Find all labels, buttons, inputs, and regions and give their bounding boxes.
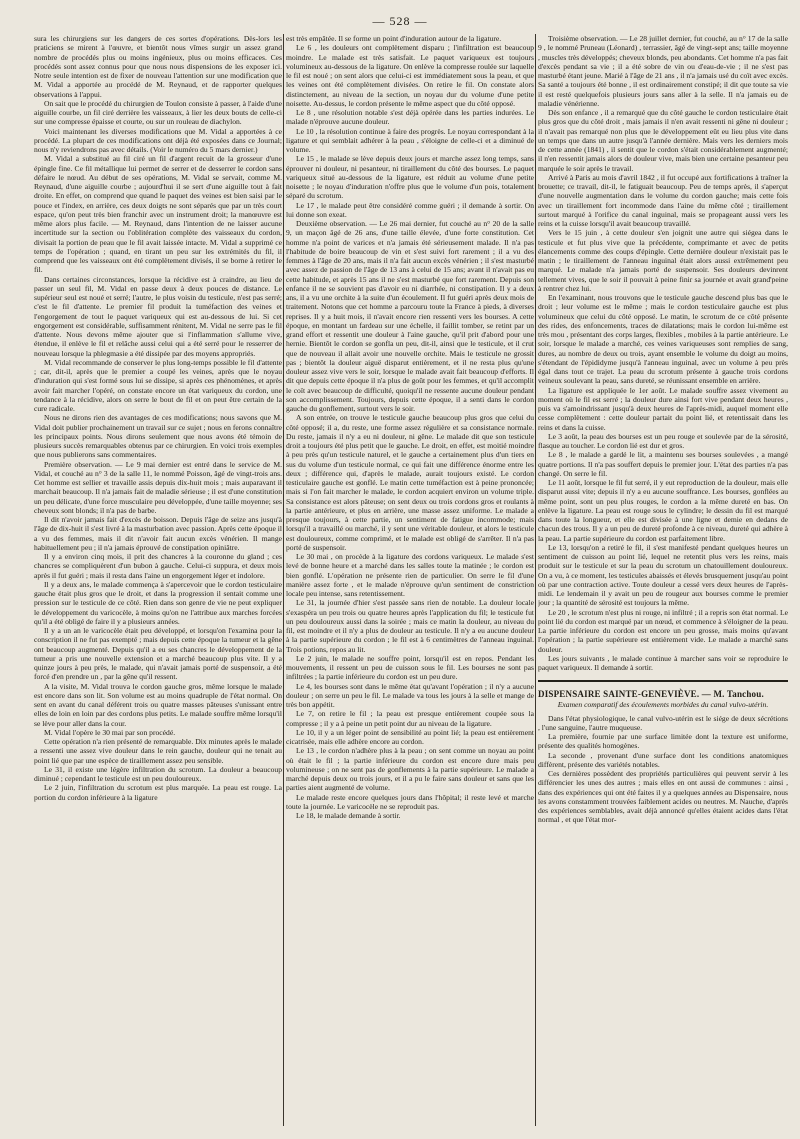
paragraph: est très empâtée. Il se forme un point d'induration autour de la ligature. [286,34,502,43]
page-number: — 528 — [372,14,428,28]
paragraph: La première, fournie par une surface limitée dont la texture est uniforme, présente des qualités homogènes. [538,732,788,751]
paragraph: Il y a environ cinq mois, il prit des chancres à la couronne du gland ; ces chancres se compliquèrent d'un bubon à gauche. Celui-ci suppura, et deux mois après il fut guéri ; mais il resta dans l'aine un engorgement léger et indolore. [34,552,282,580]
section-subtitle: Examen comparatif des écoulements morbides du canal vulvo-utérin. [557,700,769,710]
section-rule [538,680,788,682]
section-title: DISPENSAIRE SAINTE-GENEVIÈVE. — M. Tanchou. [538,689,764,700]
paragraph: Le 4, les bourses sont dans le même état qu'avant l'opération ; il n'y a aucune douleur ; on serre un peu le fil. Le malade va tous les jours à la selle et mange de très bon appétit. [286,681,534,709]
paragraph: Vers le 15 juin , à cette douleur s'en joignit une autre qui siégea dans le testicule et fut plus vive que la précédente, comprimante et avec de petits élancements comme des coups d'épingle. Cette dernière douleur n'existait pas le matin ; le tiraillement de l'anneau inguinal était alors aussi extrêmement peu marqué. Le malade n'a jamais porté de suspensoir. Ses douleurs devinrent tellement vives, que le soir il pouvait à peine finir sa journée et avait grand'peine à rentrer chez lui. [538,228,788,293]
paragraph: Voici maintenant les diverses modifications que M. Vidal a apportées à ce procédé. La plupart de ces modifications ont déjà été exposées dans ce Journal; nous n'y reviendrons pas avec détails. (Voir le numéro du 5 mars dernier.) [34,126,282,154]
paragraph: Le 13 , le cordon n'adhère plus à la peau ; on sent comme un noyau au point où était le fil ; la partie inférieure du cordon est encore dure mais peu volumineuse ; on ne sent pas de gonflements à la partie supérieure. Le malade a marché depuis deux ou trois jours, et il a pu le faire sans douleur et sans que les parties aient augmenté de volume. [286,746,534,793]
paragraph: Dans certaines circonstances, lorsque la récidive est à craindre, au lieu de passer un seul fil, M. Vidal en passe deux à deux pouces de distance. Le supérieur seul est noué et serré; l'autre, le plus voisin du testicule, n'est pas serré; c'est le fil d'attente. Le premier fil produit la tuméfaction des veines et l'engorgement de tout le paquet variqueux qui est au-dessous de lui. Si cet engorgement est considérable, suffisamment rénitent, M. Vidal ne serre pas le fil d'attente. Nous devons même ajouter que si l'inflammation s'allume vive, étendue, il enlève le fil et relâche aussi celui qui a été serré pour le resserrer de nouveau lorsque la phlegmasie a été dissipée par des moyens appropriés. [34,274,282,358]
column-1 [34,34,282,1129]
column-3-section-body [538,714,788,825]
paragraph: Ces dernières possèdent des propriétés particulières qui peuvent servir à les différencier les unes des autres ; mais elles en ont aussi de communes : ainsi , dans des expériences qui ont été faites il y a quelques années au Dispensaire, nous les avons constamment trouvées faiblement acides ou neutres. M. Nauche, d'après des expériences semblables, avait déjà annoncé qu'elles étaient acides dans l'état normal , et que l'état mor- [538,769,788,825]
paragraph: Les jours suivants , le malade continue à marcher sans voir se reproduire le paquet variqueux. Il demande à sortir. [538,653,788,672]
paragraph: Dans l'état physiologique, le canal vulvo-utérin est le siége de deux sécrétions , l'une sanguine, l'autre muqueuse. [538,713,788,732]
paragraph: Dès son enfance , il a remarqué que du côté gauche le cordon testiculaire était plus gros que du côté droit , mais jamais il n'en avait ressenti ni gêne ni douleur ; il n'avait pas remarqué non plus que le développement eût eu lieu plus vite dans un temps que dans un autre jusqu'à l'année dernière. Mais vers les derniers mois de cette année (1841) , il sentit que le cordon s'était considérablement augmenté; il n'en ressentit jamais alors de douleur vive, mais bien une certaine pesanteur peu marquée le soir après le travail. [538,108,788,173]
paragraph: Le 3 août, la peau des bourses est un peu rouge et soulevée par de la sérosité, flasque au toucher. Le cordon lié est dur et gros. [538,431,788,450]
paragraph: sura les chirurgiens sur les dangers de ces sortes d'opérations. Dès-lors les praticiens se mirent à l'œuvre, et bientôt nous vîmes surgir un assez grand nombre de procédés plus ou moins ingénieux, plus ou moins efficaces. Ces procédés sont assez connus pour que nous nous dispensions de les exposer ici. Notre seule intention est de fixer de nouveau l'attention sur une modification que M. Vidal a apportée au procédé de M. Reynaud, et de rapporter quelques observations à l'appui. [34,34,282,99]
paragraph: Le 2 juin, le malade ne souffre point, lorsqu'il est en repos. Pendant les mouvements, il ressent un peu de cuisson sous le fil. Les bourses ne sont pas infiltrées ; la partie inférieure du cordon est un peu dure. [286,653,534,682]
column-3-articles [538,34,788,672]
paragraph: Il y a deux ans, le malade commença à s'apercevoir que le cordon testiculaire gauche était plus gros que le droit, et dans la progression il sentait comme une pression sur le testicule de ce côté. Rien dans son genre de vie ne peut expliquer le développement du varicocèle, à moins qu'on ne l'attribue aux marches forcées qu'il a été obligé de faire il y a plusieurs années. [34,579,282,626]
paragraph: La seconde , provenant d'une surface dont les conditions anatomiques diffèrent, présente des variétés notables. [538,750,788,769]
column-3 [538,34,788,1129]
paragraph: Première observation. — Le 9 mai dernier est entré dans le service de M. Vidal, et couché au n° 3 de la salle 11, le nommé Poisson, âgé de vingt-trois ans. Cet homme est sellier et travaille assis depuis dix-huit mois ; mais auparavant il marchait beaucoup. Il n'a jamais fait de maladie sérieuse ; il est d'une constitution un peu délicate, d'une force musculaire peu développée, d'une taille moyenne; ses cheveux sont blonds; il n'a pas de barbe. [34,459,282,515]
paragraph: Le 8 , le malade a gardé le lit, a maintenu ses bourses soulevées , a mangé quatre portions. Il n'a pas souffert depuis le premier jour. L'état des parties n'a pas changé. On serre le fil. [538,450,788,478]
paragraph: A la visite, M. Vidal trouva le cordon gauche gros, même lorsque le malade est encore dans son lit. Son volume est au moins quadruple de l'état normal. On sent en avant du canal déférent trois ou quatre masses pâteuses s'unissant entre elles de loin en loin par des cordons plus petits. Le malade souffre même lorsqu'il se lève pour aller dans la cour. [34,681,282,728]
paragraph: A son entrée, on trouve le testicule gauche beaucoup plus gros que celui du côté opposé; il a, du reste, une forme assez régulière et sa consistance normale. Du reste, jamais il n'y a eu ni douleur, ni gêne. Le malade dit que son testicule droit a toujours été plus petit que le gauche. Le droit, en effet, est moitié moindre à peu près qu'un testicule naturel, et le gauche a certainement plus d'un tiers en sus du volume d'un testicule normal, ce qui fait une différence énorme entre les deux ; différence qui, d'après le malade, aurait toujours existé. Le cordon testiculaire gauche est gonflé. Le matin cette tuméfaction est à peine prononcée; mais si l'on fait marcher le malade, le cordon acquiert environ un volume triple. Sa consistance est alors pâteuse; on sent deux ou trois cordons gros et roulants à la partie antérieure, et plus en arrière, une masse assez uniforme. Le malade a presque toujours, à cette partie, un sentiment de fatigue incommode; mais lorsqu'il a travaillé ou marché, il y sent une véritable douleur, et alors le testicule est douloureux, comme comprimé, et le malade est obligé de s'arrêter. Il n'a pas porté de suspensoir. [286,413,534,552]
paragraph: Le 15 , le malade se lève depuis deux jours et marche assez long temps, sans éprouver ni douleur, ni pesanteur, ni tiraillement du côté des bourses. Le paquet variqueux situé au-dessous de la ligature, est réduit au volume d'une petite noisette ; le noyau d'induration n'offre plus que le volume d'un pois, totalement séparé du scrotum. [286,154,534,201]
paragraph: Le 7, on retire le fil ; la peau est presque entièrement coupée sous la compresse ; il y a à peine un petit point dur au niveau de la ligature. [286,709,534,728]
paragraph: La ligature est appliquée le 1er août. Le malade souffre assez vivement au moment où le fil est serré ; la douleur dure ainsi fort vive pendant deux heures , puis va s'amoindrissant jusqu'à deux heures de l'après-midi, auquel moment elle cesse complètement : cette douleur partait du point lié, et retentissait dans les reins et dans la cuisse. [538,385,788,432]
paragraph: Troisième observation. — Le 28 juillet dernier, fut couché, au n° 17 de la salle 9 , le nommé Pruneau (Léonard) , terrassier, âgé de vingt-sept ans; taille moyenne , muscles très développés; cheveux blonds, peu abondants. Cet homme n'a pas fait d'excès pendant sa vie ; il a été sobre de vin ou d'eau-de-vie ; il ne s'est pas masturbé étant jeune. Marié à l'âge de 21 ans , il n'a jamais usé du coït avec excès. Sa santé a toujours été bonne , il est ordinairement constipé; il dit que toute sa vie il est resté quelquefois plusieurs jours sans aller à la selle. Il n'a jamais eu de maladie vénérienne. [538,34,788,108]
paragraph: Le 30 mai , on procède à la ligature des cordons variqueux. Le malade s'est levé de bonne heure et a marché dans les salles toute la matinée ; le cordon est bien gonflé. L'opération ne présente rien de particulier. On serre le fil d'une manière assez forte , et le malade n'éprouve qu'un sentiment de constriction locale peu intense, sans retentissement. [286,552,534,598]
paragraph: Le 18, le malade demande à sortir. [296,811,401,820]
paragraph: Le 31, il existe une légère infiltration du scrotum. La douleur a beaucoup diminué ; cependant le testicule est un peu douloureux. [34,764,282,783]
paragraph: Le 10 , la résolution continue à faire des progrès. Le noyau correspondant à la ligature et qui semblait adhérer à la peau , s'éloigne de celle-ci et a diminué de volume. [286,126,534,154]
paragraph: M. Vidal a substitué au fil ciré un fil d'argent recuit de la grosseur d'une épingle fine. Ce fil métallique lui permet de serrer et de desserrer le cordon sans défaire le nœud. Au début de ses opérations, M. Vidal se servait, comme M. Reynaud, d'une aiguille courbe ; aujourd'hui il se sert d'une aiguille tout à fait droite. En effet, on comprend que quand le paquet des veines est bien saisi par le pouce et l'index, en arrière, ces deux doigts ne sont séparés que par un très court espace, qu'on peut très bien franchir avec un instrument droit; la manœuvre est même alors plus facile. — M. Reynaud, dans l'intention de ne laisser aucune incertitude sur la section ou l'oblitération complète des vaisseaux du cordon, divisait la portion de peau que le fil avait laissée intacte. M. Vidal a supprimé ce temps de l'opération ; quand, en tirant un peu sur les extrémités du fil, il comprend que les vaisseaux ont été complètement divisés, il se borne à retirer le fil. [34,154,282,275]
paragraph: Le 20 , le scrotum n'est plus ni rouge, ni infiltré ; il a repris son état normal. Le point lié du cordon est marqué par un nœud, et commence à s'éloigner de la peau. La partie inférieure du cordon est encore un peu grosse, mais moins qu'avant l'opération ; la partie supérieure est entièrement vide. Le malade a marché sans douleur. [538,607,788,654]
paragraph: Le 10, il y a un léger point de sensibilité au point lié; la peau est entièrement cicatrisée, mais elle adhère encore au cordon. [286,727,534,746]
paragraph: Le 8 , une résolution notable s'est déjà opérée dans les parties indurées. Le malade n'éprouve aucune douleur. [286,108,534,127]
column-2 [286,34,534,1129]
paragraph: Deuxième observation. — Le 26 mai dernier, fut couché au n° 20 de la salle 9, un maçon âgé de 26 ans, d'une taille élevée, d'une forte constitution. Cet homme n'a point de varices et n'a jamais été sérieusement malade. Il n'a pas l'habitude de boire beaucoup de vin et s'est suivi fort rarement ; il a vu des femmes à l'âge de 20 ans, mais il n'a fait aucun excès vénérien ; il s'est masturbé avec assez de passion de l'âge de 13 ans à celui de 15 ans; avant il n'avait pas eu cette habitude, et après 15 ans il ne s'est masturbé que fort rarement. Depuis son enfance il ne se souvient pas d'avoir eu ni diarrhée, ni constipation. Il y a deux ans, il a vu une orchite à la suite d'un écoulement. Il fut guéri après deux mois de traitement. Notons que cet homme a parcouru toute la France à pieds, à diverses reprises. Il y a huit mois, il n'avait encore rien ressenti vers les bourses. A cette époque, en montant un fardeau sur une échelle, il faillit tomber, se retint par un grand effort et ressentit une douleur à l'aine gauche, qu'il prit d'abord pour une hernie. Bientôt le cordon se gonfla un peu, dit-il, ainsi que le testicule, et il crut que de nouveau il allait avoir une nouvelle orchite. Mais le testicule ne grossit pas ; bientôt la douleur aiguë disparut entièrement, et il ne resta plus qu'une douleur assez vive vers le soir, lorsque le malade avait fait beaucoup d'efforts. Il dit que depuis cette époque il n'a plus de goût pour les femmes, et qu'il accomplit le coït avec beaucoup de difficulté, quoiqu'il ne ressente aucune douleur pendant son accomplissement. Toujours, depuis cette époque, il a senti dans le cordon gauche du gonflement, surtout vers le soir. [286,219,534,413]
paragraph: Arrivé à Paris au mois d'avril 1842 , il fut occupé aux fortifications à traîner la brouette; ce travail, dit-il, le fatiguait beaucoup. Peu de temps après, il s'aperçut d'une nouvelle augmentation dans le volume du cordon gauche; mais cette fois avec un tiraillement fort incommode dans l'aine du même côté ; tiraillement surtout marqué à l'orifice du canal inguinal, mais se propageant aussi vers les reins et la cuisse lorsqu'il avait beaucoup travaillé. [538,172,788,228]
paragraph: Le 31, la journée d'hier s'est passée sans rien de notable. La douleur locale s'exaspéra un peu trois ou quatre heures après l'application du fil; le testicule fut un peu douloureux aussi dans la soirée ; mais ce matin la douleur, au niveau du fil, est moindre et il n'y a plus de douleur au testicule. Il n'y a eu aucune douleur à la partie supérieure du cordon ; le fil est à 6 centimètres de l'anneau inguinal. Trois potions, repos au lit. [286,598,534,654]
paragraph: Le 2 juin, l'infiltration du scrotum est plus marquée. La peau est rouge. La portion du cordon inférieure à la ligature [34,783,282,802]
column-divider [283,34,284,1126]
paragraph: Il dit n'avoir jamais fait d'excès de boisson. Depuis l'âge de seize ans jusqu'à l'âge de dix-huit il s'est livré à la masturbation avec passion. Après cette époque il a vu des femmes, mais il dit n'avoir fait aucun excès vénérien. Il mange habituellement peu ; il n'a jamais éprouvé de constipation opiniâtre. [34,515,282,552]
paragraph: Le 17 , le malade peut être considéré comme guéri ; il demande à sortir. On lui donne son exeat. [286,200,534,219]
paragraph: M. Vidal l'opère le 30 mai par son procédé. [44,727,176,737]
paragraph: M. Vidal recommande de conserver le plus long-temps possible le fil d'attente ; car, dit-il, après que le premier a coupé les veines, après que le noyau d'induration qui s'est formé sous lui se dissipe, si après ces phénomènes, et après avoir fait marcher l'opéré, on constate encore un état variqueux du cordon, une tendance à la récidive, alors on serre le bout de fil et on peut être certain de la cure radicale. [34,357,282,413]
paragraph: Le 13, lorsqu'on a retiré le fil, il s'est manifesté pendant quelques heures un sentiment de cuisson au point lié, lequel ne retentit plus vers les reins, mais produit sur le testicule et sur la peau du scrotum un chatouillement douloureux. On a vu, à ce moment, les testicules abaissés et élevés brusquement jusqu'au point où par une contraction active. Toute douleur a cessé vers deux heures de l'après-midi. Le lendemain il y avait un peu de rougeur aux bourses comme le premier jour ; la quantité de sérosité est toujours la même. [538,542,788,608]
paragraph: Le 6 , les douleurs ont complètement disparu ; l'infiltration est beaucoup moindre. Le malade est très satisfait. Le paquet variqueux est toujours volumineux au-dessous de la ligature. On enlève la compresse roulée sur laquelle le fil est noué ; on sent alors que celui-ci est immédiatement sous la peau, et que les veines ont été complètement divisées. On retire le fil. On constate alors distinctement, au niveau de la section, un noyau dur du volume d'une petite noisette. Au-dessus, le cordon présente le même aspect que du côté opposé. [286,43,534,108]
paragraph: En l'examinant, nous trouvons que le testicule gauche descend plus bas que le droit ; leur volume est le même ; mais le cordon testiculaire gauche est plus volumineux que celui du côté opposé. Le matin, le scrotum de ce côté présente des rides, des enfoncements, traces de dilatations; mais le cordon lui-même est très mou , présentant des corps larges, flexibles , mobiles à la partie antérieure. Le soir, lorsque le malade a marché, ces veines variqueuses sont remplies de sang, dures, au nombre de deux ou trois, ayant ensemble le volume du doigt au moins, s'étendant de l'épididyme jusqu'à l'anneau inguinal, avec un volume à peu près égal dans tout ce trajet. La peau du scrotum présente à gauche trois cordons veineux soulevant la peau, sans dureté, se réunissant ensemble en arrière. [538,293,788,386]
paragraph: Cette opération n'a rien présenté de remarquable. Dix minutes après le malade a ressenti une assez vive douleur dans le rein gauche, douleur qui ne tenait au point lié que par une espèce de tiraillement assez peu sensible. [34,737,282,765]
paragraph: Le 11 août, lorsque le fil fut serré, il y eut reproduction de la douleur, mais elle disparut aussi vite; depuis il n'y a eu aucune souffrance. Les bourses, gonflées au même point, sont un peu plus rouges, le cordon a la même dureté en bas. On enlève la ligature. La peau est rouge sous le cylindre; le dessin du fil est marqué dans toute la longueur, et elle est divisée à une ligne et demie en dedans de chacun des trous. Il y a un peu de dureté profonde à ce niveau, dureté qui adhère à la peau. La partie supérieure du cordon est parfaitement libre. [538,478,788,543]
paragraph: On sait que le procédé du chirurgien de Toulon consiste à passer, à l'aide d'une aiguille courbe, un fil ciré derrière les vaisseaux, à lier les deux bouts de celle-ci sur une compresse épaisse et courte, ou sur un rouleau de diachylon. [34,98,282,127]
paragraph: Il y a un an le varicocèle était peu développé, et lorsqu'on l'examina pour la conscription il ne fut pas exempté ; mais depuis cette époque la tumeur et la gêne ont beaucoup augmenté. Depuis qu'il a eu ses chancres le développement de la tumeur a pris une nouvelle extension et a marché beaucoup plus vite. Il y a quinze jours à peu près, le malade, qui n'avait jamais porté de suspensoir, a été forcé d'en prendre un , par la gêne qu'il ressent. [34,626,282,682]
paragraph: Le malade reste encore quelques jours dans l'hôpital; il reste levé et marche toute la journée. Le varicocèle ne se reproduit pas. [286,792,534,811]
paragraph: Nous ne dirons rien des avantages de ces modifications; nous savons que M. Vidal doit publier prochainement un travail sur ce sujet ; nous en ferons connaître les principaux points. Nous dirons seulement que nous avons été témoin de plusieurs succès remarquables obtenus par ce chirurgien. En voici trois exemples que nous publierons sans commentaires. [34,413,282,460]
column-divider [535,34,536,1126]
